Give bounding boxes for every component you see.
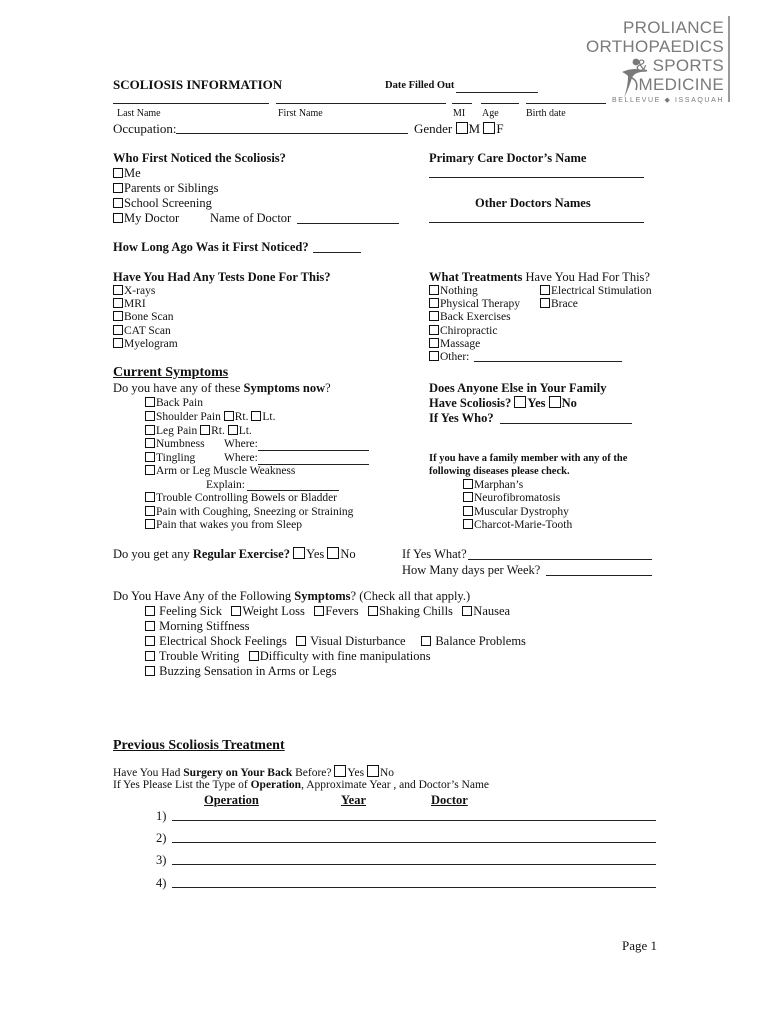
first-name-label: First Name <box>278 108 323 119</box>
test-xrays: X-rays <box>113 285 155 297</box>
treat-massage: Massage <box>429 338 480 350</box>
who-noticed-school: School Screening <box>113 196 212 211</box>
logo-line2: ORTHOPAEDICS <box>585 37 724 56</box>
logo-name <box>586 18 724 94</box>
gender-f-label: F <box>496 121 504 136</box>
current-symptoms-question: Do you have any of these Symptoms now? <box>113 381 331 395</box>
logo-line4: MEDICINE <box>638 75 724 94</box>
family-member-note-1: If you have a family member with any of the <box>429 453 628 464</box>
balance-problems-checkbox[interactable] <box>421 636 431 646</box>
brace-checkbox[interactable] <box>540 298 550 308</box>
name-of-doctor-field[interactable] <box>297 223 399 224</box>
who-noticed-title: Who First Noticed the Scoliosis? <box>113 151 286 165</box>
bone-scan-checkbox[interactable] <box>113 311 123 321</box>
sym-numbness: Numbness <box>145 438 205 450</box>
visual-disturbance-checkbox[interactable] <box>296 636 306 646</box>
family-who-field[interactable] <box>500 423 632 424</box>
operation-row-1-label: 1) <box>156 809 167 823</box>
treat-brace: Brace <box>540 298 578 310</box>
electrical-stimulation-checkbox[interactable] <box>540 285 550 295</box>
leg-lt-checkbox[interactable] <box>228 425 238 435</box>
form-title: SCOLIOSIS INFORMATION <box>113 77 283 92</box>
sym-coughing: Pain with Coughing, Sneezing or Straining <box>145 506 353 518</box>
surgery-question: Have You Had Surgery on Your Back Before? Yes No <box>113 767 395 779</box>
symptoms2-row5: Buzzing Sensation in Arms or Legs <box>145 664 337 679</box>
previous-treatment-title: Previous Scoliosis Treatment <box>113 738 285 753</box>
electrical-shock-checkbox[interactable] <box>145 636 155 646</box>
tingling-checkbox[interactable] <box>145 452 155 462</box>
who-noticed-doctor: My Doctor <box>113 211 179 226</box>
exercise-days-label: How Many days per Week? <box>402 563 541 577</box>
treatments-title: What Treatments Have You Had For This? <box>429 270 650 284</box>
treat-physical-therapy: Physical Therapy <box>429 298 520 310</box>
logo-divider <box>728 16 730 102</box>
who-noticed-me: Me <box>113 166 141 181</box>
exercise-yes-checkbox[interactable] <box>293 547 305 559</box>
age-label: Age <box>482 108 499 119</box>
clinic-logo <box>585 16 738 106</box>
col-year: Year <box>341 793 366 807</box>
disease-muscular-dystrophy: Muscular Dystrophy <box>463 506 569 518</box>
back-pain-checkbox[interactable] <box>145 397 155 407</box>
muscular-dystrophy-checkbox[interactable] <box>463 506 473 516</box>
cat-scan-checkbox[interactable] <box>113 325 123 335</box>
family-question-1: Does Anyone Else in Your Family <box>429 381 607 395</box>
neurofibromatosis-checkbox[interactable] <box>463 492 473 502</box>
last-name-label: Last Name <box>117 108 161 119</box>
sym-arm-leg-weakness: Arm or Leg Muscle Weakness <box>145 465 295 477</box>
treat-nothing: Nothing <box>429 285 478 297</box>
family-member-note-2: following diseases please check. <box>429 466 570 477</box>
last-name-field[interactable] <box>113 103 269 104</box>
current-symptoms-title: Current Symptoms <box>113 365 229 380</box>
chiropractic-checkbox[interactable] <box>429 325 439 335</box>
logo-subtitle: BELLEVUE ◆ ISSAQUAH <box>611 97 724 104</box>
gender-m-checkbox[interactable] <box>456 122 468 134</box>
age-field[interactable] <box>481 103 519 104</box>
fevers-checkbox[interactable] <box>314 606 324 616</box>
symptoms2-row1: Feeling Sick Weight Loss Fevers Shaking Chills Nausea <box>145 604 510 619</box>
birth-date-label: Birth date <box>526 108 566 119</box>
nothing-checkbox[interactable] <box>429 285 439 295</box>
massage-checkbox[interactable] <box>429 338 439 348</box>
tingling-where-label: Where: <box>224 452 258 464</box>
disease-charcot: Charcot-Marie-Tooth <box>463 519 572 531</box>
family-yes-checkbox[interactable] <box>514 396 526 408</box>
arm-leg-weakness-checkbox[interactable] <box>145 465 155 475</box>
surgery-no-checkbox[interactable] <box>367 765 379 777</box>
col-doctor: Doctor <box>431 793 468 807</box>
numbness-where-field[interactable] <box>258 450 369 451</box>
other-checkbox[interactable] <box>429 351 439 361</box>
shaking-chills-checkbox[interactable] <box>368 606 378 616</box>
numbness-checkbox[interactable] <box>145 438 155 448</box>
shoulder-lt-checkbox[interactable] <box>251 411 261 421</box>
physical-therapy-checkbox[interactable] <box>429 298 439 308</box>
birth-date-field[interactable] <box>526 103 606 104</box>
surgery-yes-checkbox[interactable] <box>334 765 346 777</box>
test-mri: MRI <box>113 298 146 310</box>
operation-row-2-field[interactable] <box>172 842 656 843</box>
treat-other-field[interactable] <box>474 361 622 362</box>
symptoms2-row3: Electrical Shock Feelings Visual Disturbance Balance Problems <box>145 634 526 649</box>
logo-line3: & SPORTS <box>635 56 724 75</box>
explain-label: Explain: <box>206 479 245 491</box>
shoulder-pain-checkbox[interactable] <box>145 411 155 421</box>
who-noticed-parents: Parents or Siblings <box>113 181 218 196</box>
leg-rt-checkbox[interactable] <box>200 425 210 435</box>
exercise-no-checkbox[interactable] <box>327 547 339 559</box>
sym-back-pain: Back Pain <box>145 397 203 409</box>
exercise-question: Do you get any Regular Exercise? Yes No <box>113 547 356 561</box>
exercise-what-field[interactable] <box>468 559 652 560</box>
operation-row-3-field[interactable] <box>172 864 656 865</box>
morning-stiffness-checkbox[interactable] <box>145 621 155 631</box>
sym-bowels: Trouble Controlling Bowels or Bladder <box>145 492 337 504</box>
date-filled-label: Date Filled Out <box>385 80 455 91</box>
fine-manipulations-checkbox[interactable] <box>249 651 259 661</box>
shoulder-rt-checkbox[interactable] <box>224 411 234 421</box>
primary-care-field[interactable] <box>429 177 644 178</box>
parents-checkbox[interactable] <box>113 183 123 193</box>
explain-field[interactable] <box>247 490 339 491</box>
marphans-checkbox[interactable] <box>463 479 473 489</box>
weight-loss-checkbox[interactable] <box>231 606 241 616</box>
xrays-checkbox[interactable] <box>113 285 123 295</box>
school-checkbox[interactable] <box>113 198 123 208</box>
sym-shoulder-pain: Shoulder Pain Rt. Lt. <box>145 411 275 423</box>
date-filled-field[interactable] <box>456 92 538 93</box>
wakes-sleep-checkbox[interactable] <box>145 519 155 529</box>
me-checkbox[interactable] <box>113 168 123 178</box>
operation-row-1-field[interactable] <box>172 820 656 821</box>
treat-other: Other: <box>429 351 469 363</box>
occupation-label: Occupation: <box>113 121 177 136</box>
primary-care-title: Primary Care Doctor’s Name <box>429 151 587 165</box>
how-long-field[interactable] <box>313 252 361 253</box>
first-name-field[interactable] <box>276 103 446 104</box>
family-who-label: If Yes Who? <box>429 411 494 425</box>
mri-checkbox[interactable] <box>113 298 123 308</box>
surgery-list-instruction: If Yes Please List the Type of Operation, Approximate Year , and Doctor’s Name <box>113 779 489 791</box>
feeling-sick-checkbox[interactable] <box>145 606 155 616</box>
gender-label: Gender M F <box>414 121 504 136</box>
test-cat-scan: CAT Scan <box>113 325 171 337</box>
treat-electrical: Electrical Stimulation <box>540 285 652 297</box>
occupation-field[interactable] <box>176 133 408 134</box>
col-operation: Operation <box>204 793 259 807</box>
myelogram-checkbox[interactable] <box>113 338 123 348</box>
family-no-checkbox[interactable] <box>549 396 561 408</box>
numbness-where-label: Where: <box>224 438 258 450</box>
mi-label: MI <box>453 108 466 119</box>
nausea-checkbox[interactable] <box>462 606 472 616</box>
symptoms2-question: Do You Have Any of the Following Symptoms? (Check all that apply.) <box>113 589 471 603</box>
operation-row-4-label: 4) <box>156 876 167 890</box>
family-question-2: Have Scoliosis? Yes No <box>429 396 577 410</box>
tests-title: Have You Had Any Tests Done For This? <box>113 270 331 284</box>
leg-pain-checkbox[interactable] <box>145 425 155 435</box>
sym-tingling: Tingling <box>145 452 195 464</box>
other-doctors-title: Other Doctors Names <box>475 196 591 210</box>
operation-row-3-label: 3) <box>156 853 167 867</box>
gender-f-checkbox[interactable] <box>483 122 495 134</box>
treat-back-exercises: Back Exercises <box>429 311 511 323</box>
sym-leg-pain: Leg Pain Rt. Lt. <box>145 425 252 437</box>
disease-marphans: Marphan’s <box>463 479 523 491</box>
how-long-label: How Long Ago Was it First Noticed? <box>113 240 309 254</box>
logo-line1: PROLIANCE <box>623 18 724 37</box>
my-doctor-checkbox[interactable] <box>113 213 123 223</box>
operation-row-2-label: 2) <box>156 831 167 845</box>
operation-row-4-field[interactable] <box>172 887 656 888</box>
mi-field[interactable] <box>452 103 472 104</box>
bowels-checkbox[interactable] <box>145 492 155 502</box>
test-myelogram: Myelogram <box>113 338 178 350</box>
name-of-doctor-label: Name of Doctor <box>210 211 292 225</box>
treat-chiropractic: Chiropractic <box>429 325 497 337</box>
coughing-checkbox[interactable] <box>145 506 155 516</box>
exercise-what-label: If Yes What? <box>402 547 467 561</box>
test-bone-scan: Bone Scan <box>113 311 174 323</box>
symptoms2-row4: Trouble Writing Difficulty with fine manipulations <box>145 649 431 664</box>
disease-neurofibromatosis: Neurofibromatosis <box>463 492 560 504</box>
gender-m-label: M <box>468 121 481 136</box>
buzzing-sensation-checkbox[interactable] <box>145 666 155 676</box>
trouble-writing-checkbox[interactable] <box>145 651 155 661</box>
other-doctors-field[interactable] <box>429 222 644 223</box>
back-exercises-checkbox[interactable] <box>429 311 439 321</box>
symptoms2-row2: Morning Stiffness <box>145 619 250 634</box>
page-number: Page 1 <box>622 938 658 953</box>
sym-wakes: Pain that wakes you from Sleep <box>145 519 302 531</box>
exercise-days-field[interactable] <box>546 575 652 576</box>
charcot-checkbox[interactable] <box>463 519 473 529</box>
